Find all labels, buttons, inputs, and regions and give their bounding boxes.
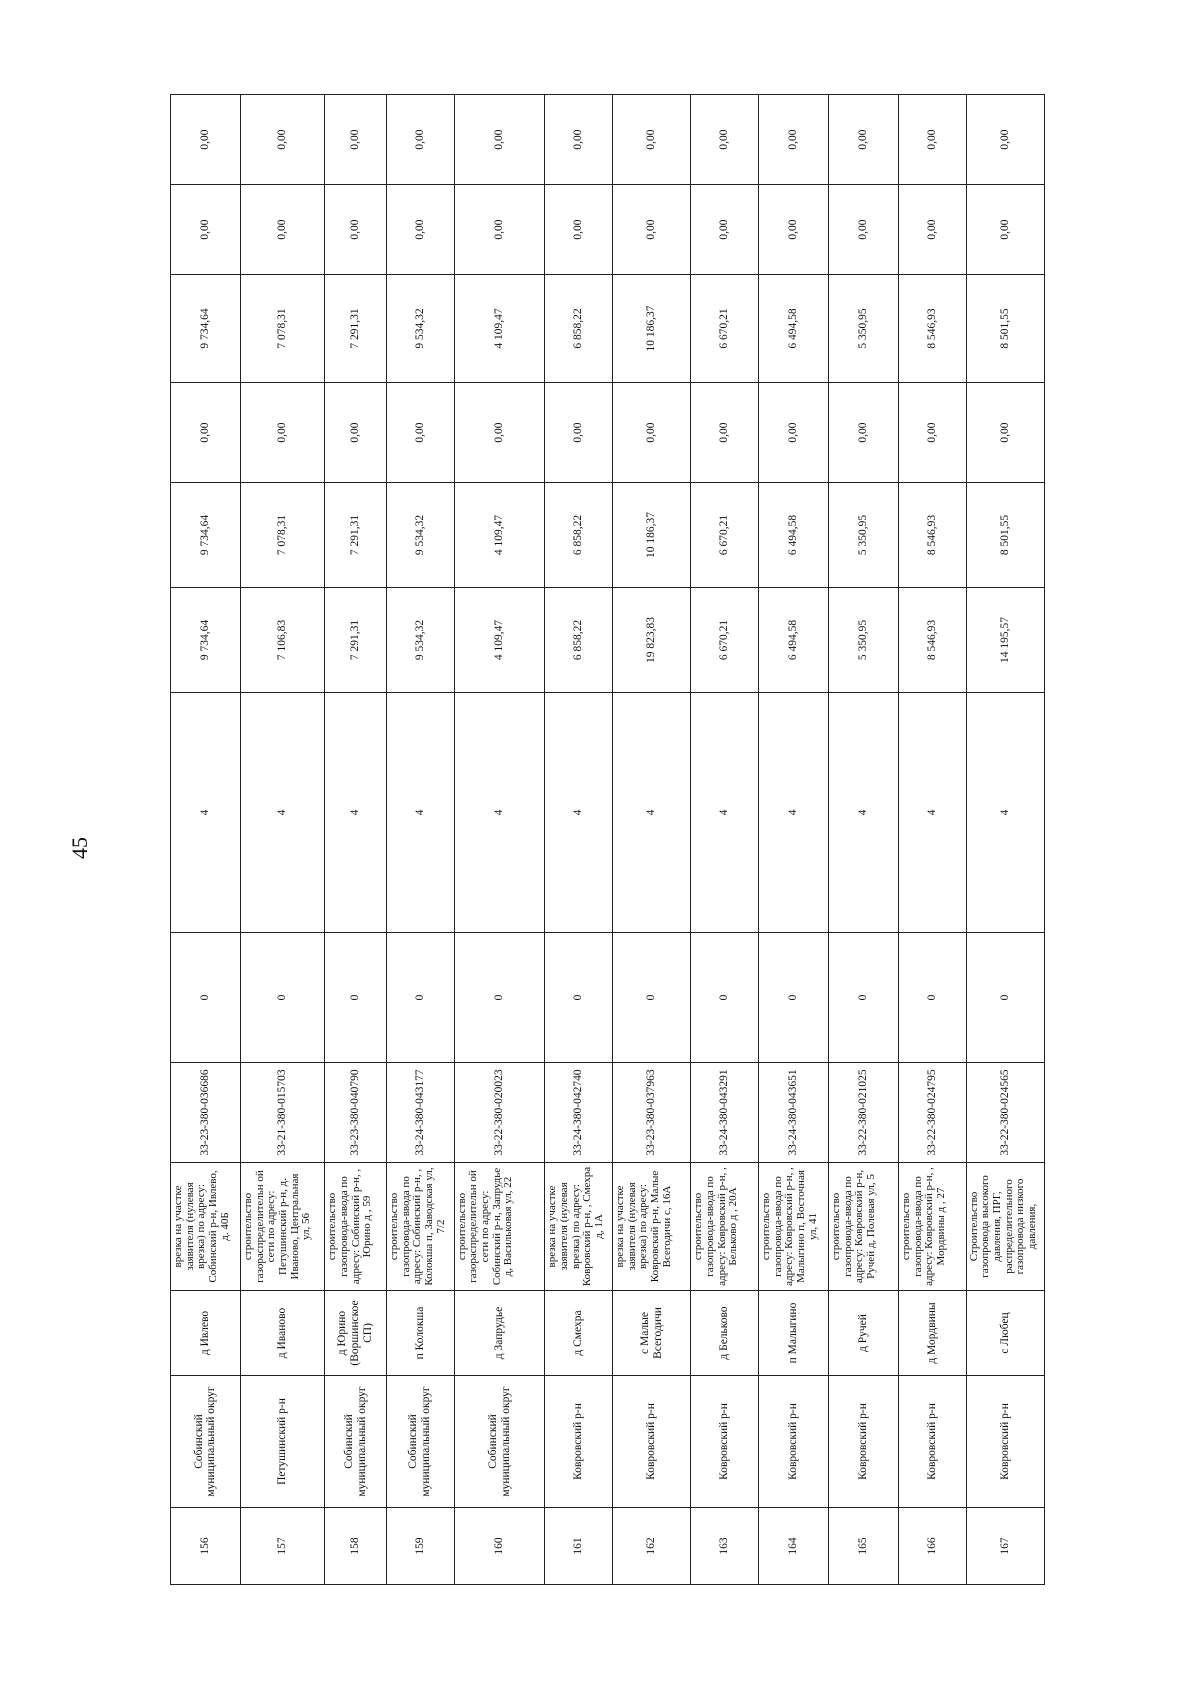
table-row <box>759 95 829 1585</box>
value-3-cell: 0,00 <box>691 383 759 483</box>
category-cell: 4 <box>691 693 759 933</box>
description-cell: строительство газопровода-ввода по адресу: Собинский р-н, , Колокша п, Заводская ул, 7/2 <box>386 1163 454 1291</box>
value-5-cell: 0,00 <box>898 185 966 275</box>
object-code-cell: 33-24-380-043291 <box>691 1063 759 1163</box>
count-cell: 0 <box>759 933 829 1063</box>
value-6-cell: 0,00 <box>545 95 613 185</box>
value-4-cell: 6 670,21 <box>691 275 759 383</box>
value-5-cell: 0,00 <box>759 185 829 275</box>
value-6-cell: 0,00 <box>325 95 387 185</box>
object-code-cell: 33-22-380-021025 <box>829 1063 899 1163</box>
description-cell: врезка на участке заявителя (нулевая врезка) по адресу: Ковровский р-н, , Смехра д, 1А <box>545 1163 613 1291</box>
value-5-cell: 0,00 <box>386 185 454 275</box>
count-cell: 0 <box>966 933 1044 1063</box>
value-5-cell: 0,00 <box>691 185 759 275</box>
description-cell: врезка на участке заявителя (нулевая врезка) по адресу: Собинский р-н, Ивлево, д. 40Б <box>171 1163 241 1291</box>
value-1-cell: 5 350,95 <box>829 588 899 693</box>
description-cell: строительство газораспределительн ой сети по адресу: Петушинский р-н, д. Иваново, Центральная ул, 56 <box>240 1163 324 1291</box>
value-2-cell: 6 670,21 <box>691 483 759 588</box>
value-6-cell: 0,00 <box>898 95 966 185</box>
description-cell: врезка на участке заявителя (нулевая врезка) по адресу: Ковровский р-н, Малые Всегодичи с, 16А <box>613 1163 691 1291</box>
district-cell: Петушинский р-н <box>240 1376 324 1508</box>
row-number-cell: 166 <box>898 1508 966 1585</box>
value-2-cell: 7 078,31 <box>240 483 324 588</box>
category-cell: 4 <box>545 693 613 933</box>
value-4-cell: 9 534,32 <box>386 275 454 383</box>
district-cell: Собинский муниципальный округ <box>386 1376 454 1508</box>
value-3-cell: 0,00 <box>545 383 613 483</box>
district-cell: Собинский муниципальный округ <box>325 1376 387 1508</box>
value-1-cell: 19 823,83 <box>613 588 691 693</box>
object-code-cell: 33-24-380-042740 <box>545 1063 613 1163</box>
value-4-cell: 4 109,47 <box>454 275 544 383</box>
count-cell: 0 <box>898 933 966 1063</box>
object-code-cell: 33-24-380-043651 <box>759 1063 829 1163</box>
value-2-cell: 6 858,22 <box>545 483 613 588</box>
table-row <box>386 95 454 1585</box>
value-6-cell: 0,00 <box>829 95 899 185</box>
data-table <box>170 94 1045 1585</box>
value-1-cell: 8 546,93 <box>898 588 966 693</box>
locality-cell: д Ивлево <box>171 1291 241 1376</box>
row-number-cell: 164 <box>759 1508 829 1585</box>
row-number-cell: 156 <box>171 1508 241 1585</box>
count-cell: 0 <box>325 933 387 1063</box>
count-cell: 0 <box>545 933 613 1063</box>
category-cell: 4 <box>325 693 387 933</box>
value-1-cell: 9 734,64 <box>171 588 241 693</box>
category-cell: 4 <box>613 693 691 933</box>
value-6-cell: 0,00 <box>613 95 691 185</box>
table-row <box>171 95 241 1585</box>
value-2-cell: 8 501,55 <box>966 483 1044 588</box>
value-1-cell: 9 534,32 <box>386 588 454 693</box>
value-4-cell: 6 494,58 <box>759 275 829 383</box>
value-6-cell: 0,00 <box>240 95 324 185</box>
value-5-cell: 0,00 <box>240 185 324 275</box>
object-code-cell: 33-21-380-015703 <box>240 1063 324 1163</box>
value-1-cell: 14 195,57 <box>966 588 1044 693</box>
value-6-cell: 0,00 <box>386 95 454 185</box>
table-row <box>966 95 1044 1585</box>
value-3-cell: 0,00 <box>898 383 966 483</box>
district-cell: Ковровский р-н <box>829 1376 899 1508</box>
row-number-cell: 165 <box>829 1508 899 1585</box>
table-row <box>545 95 613 1585</box>
district-cell: Ковровский р-н <box>966 1376 1044 1508</box>
category-cell: 4 <box>759 693 829 933</box>
object-code-cell: 33-22-380-020023 <box>454 1063 544 1163</box>
value-3-cell: 0,00 <box>386 383 454 483</box>
description-cell: строительство газопровода-ввода по адресу: Ковровский р-н, , Малыгино п, Восточная ул, 41 <box>759 1163 829 1291</box>
value-5-cell: 0,00 <box>545 185 613 275</box>
table-row <box>829 95 899 1585</box>
value-4-cell: 7 078,31 <box>240 275 324 383</box>
value-4-cell: 10 186,37 <box>613 275 691 383</box>
district-cell: Ковровский р-н <box>613 1376 691 1508</box>
description-cell: строительство газораспределительн ой сети по адресу: Собинский р-н, Запрудье д, Васильковая ул, 22 <box>454 1163 544 1291</box>
value-1-cell: 6 670,21 <box>691 588 759 693</box>
value-5-cell: 0,00 <box>171 185 241 275</box>
table-row <box>613 95 691 1585</box>
value-4-cell: 8 501,55 <box>966 275 1044 383</box>
district-cell: Собинский муниципальный округ <box>454 1376 544 1508</box>
value-4-cell: 9 734,64 <box>171 275 241 383</box>
count-cell: 0 <box>829 933 899 1063</box>
count-cell: 0 <box>240 933 324 1063</box>
count-cell: 0 <box>613 933 691 1063</box>
value-1-cell: 7 106,83 <box>240 588 324 693</box>
value-6-cell: 0,00 <box>759 95 829 185</box>
value-5-cell: 0,00 <box>613 185 691 275</box>
table-row <box>325 95 387 1585</box>
locality-cell: п Колокша <box>386 1291 454 1376</box>
count-cell: 0 <box>171 933 241 1063</box>
value-3-cell: 0,00 <box>454 383 544 483</box>
value-5-cell: 0,00 <box>325 185 387 275</box>
description-cell: строительство газопровода-ввода по адресу: Собинский р-н, , Юрино д , 59 <box>325 1163 387 1291</box>
value-4-cell: 8 546,93 <box>898 275 966 383</box>
row-number-cell: 157 <box>240 1508 324 1585</box>
value-6-cell: 0,00 <box>171 95 241 185</box>
value-3-cell: 0,00 <box>171 383 241 483</box>
row-number-cell: 161 <box>545 1508 613 1585</box>
category-cell: 4 <box>171 693 241 933</box>
category-cell: 4 <box>966 693 1044 933</box>
count-cell: 0 <box>691 933 759 1063</box>
count-cell: 0 <box>386 933 454 1063</box>
value-2-cell: 10 186,37 <box>613 483 691 588</box>
page-number: 45 <box>67 837 92 859</box>
value-3-cell: 0,00 <box>966 383 1044 483</box>
locality-cell: д Ручей <box>829 1291 899 1376</box>
value-2-cell: 4 109,47 <box>454 483 544 588</box>
value-2-cell: 9 734,64 <box>171 483 241 588</box>
value-2-cell: 6 494,58 <box>759 483 829 588</box>
description-cell: строительство газопровода-ввода по адресу: Ковровский р-н, Ручей д, Полевая ул, 5 <box>829 1163 899 1291</box>
locality-cell: д Смехра <box>545 1291 613 1376</box>
district-cell: Ковровский р-н <box>545 1376 613 1508</box>
row-number-cell: 163 <box>691 1508 759 1585</box>
value-2-cell: 7 291,31 <box>325 483 387 588</box>
object-code-cell: 33-23-380-037963 <box>613 1063 691 1163</box>
value-6-cell: 0,00 <box>454 95 544 185</box>
value-2-cell: 5 350,95 <box>829 483 899 588</box>
category-cell: 4 <box>386 693 454 933</box>
value-5-cell: 0,00 <box>829 185 899 275</box>
locality-cell: д Бельково <box>691 1291 759 1376</box>
row-number-cell: 162 <box>613 1508 691 1585</box>
value-1-cell: 6 494,58 <box>759 588 829 693</box>
row-number-cell: 159 <box>386 1508 454 1585</box>
value-1-cell: 6 858,22 <box>545 588 613 693</box>
row-number-cell: 160 <box>454 1508 544 1585</box>
value-3-cell: 0,00 <box>613 383 691 483</box>
count-cell: 0 <box>454 933 544 1063</box>
value-1-cell: 4 109,47 <box>454 588 544 693</box>
object-code-cell: 33-23-380-040790 <box>325 1063 387 1163</box>
locality-cell: с Любец <box>966 1291 1044 1376</box>
category-cell: 4 <box>454 693 544 933</box>
category-cell: 4 <box>898 693 966 933</box>
locality-cell: с Малые Всегодичи <box>613 1291 691 1376</box>
value-3-cell: 0,00 <box>759 383 829 483</box>
table-row <box>454 95 544 1585</box>
locality-cell: д Мордвины <box>898 1291 966 1376</box>
table-row <box>691 95 759 1585</box>
value-4-cell: 5 350,95 <box>829 275 899 383</box>
value-6-cell: 0,00 <box>691 95 759 185</box>
value-5-cell: 0,00 <box>966 185 1044 275</box>
rotated-table-frame <box>170 95 1045 1585</box>
table-row <box>898 95 966 1585</box>
row-number-cell: 158 <box>325 1508 387 1585</box>
category-cell: 4 <box>829 693 899 933</box>
object-code-cell: 33-22-380-024795 <box>898 1063 966 1163</box>
object-code-cell: 33-22-380-024565 <box>966 1063 1044 1163</box>
district-cell: Ковровский р-н <box>759 1376 829 1508</box>
value-6-cell: 0,00 <box>966 95 1044 185</box>
value-2-cell: 8 546,93 <box>898 483 966 588</box>
district-cell: Собинский муниципальный округ <box>171 1376 241 1508</box>
value-3-cell: 0,00 <box>829 383 899 483</box>
value-2-cell: 9 534,32 <box>386 483 454 588</box>
description-cell: Строительство газопровода высокого давления, ПРГ, распределительного газопровода низкого давления, <box>966 1163 1044 1291</box>
category-cell: 4 <box>240 693 324 933</box>
table-row <box>240 95 324 1585</box>
locality-cell: п Малыгино <box>759 1291 829 1376</box>
value-1-cell: 7 291,31 <box>325 588 387 693</box>
row-number-cell: 167 <box>966 1508 1044 1585</box>
value-4-cell: 7 291,31 <box>325 275 387 383</box>
value-3-cell: 0,00 <box>325 383 387 483</box>
district-cell: Ковровский р-н <box>898 1376 966 1508</box>
description-cell: строительство газопровода-ввода по адресу: Ковровский р-н, , Мордвины д , 27 <box>898 1163 966 1291</box>
object-code-cell: 33-23-380-036686 <box>171 1063 241 1163</box>
locality-cell: д Иваново <box>240 1291 324 1376</box>
value-4-cell: 6 858,22 <box>545 275 613 383</box>
value-5-cell: 0,00 <box>454 185 544 275</box>
description-cell: строительство газопровода-ввода по адресу: Ковровский р-н, , Бельково д , 20А <box>691 1163 759 1291</box>
locality-cell: д Юрино (Воршинское СП) <box>325 1291 387 1376</box>
district-cell: Ковровский р-н <box>691 1376 759 1508</box>
value-3-cell: 0,00 <box>240 383 324 483</box>
locality-cell: д Запрудье <box>454 1291 544 1376</box>
object-code-cell: 33-24-380-043177 <box>386 1063 454 1163</box>
